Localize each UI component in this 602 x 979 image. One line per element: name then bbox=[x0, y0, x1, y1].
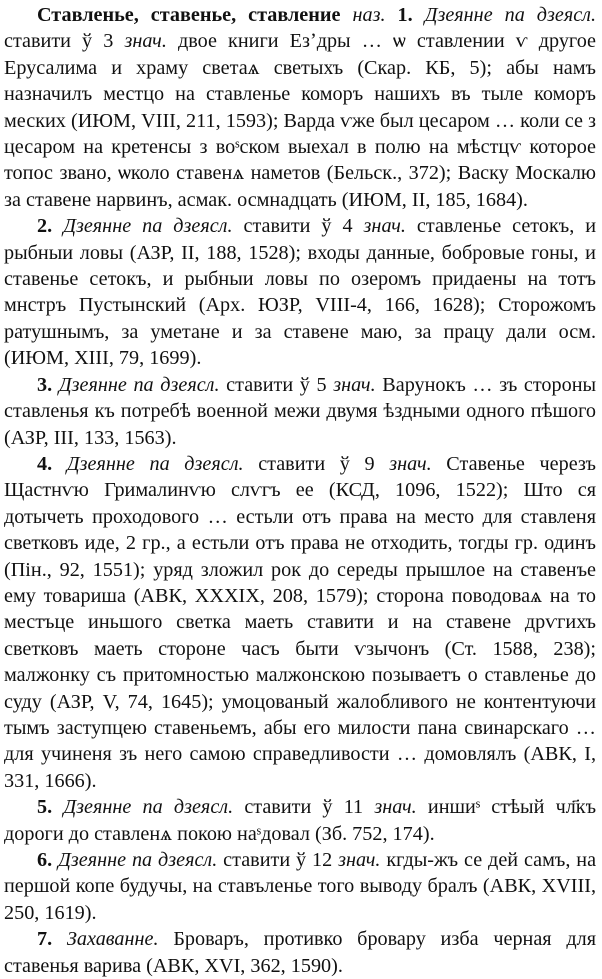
sense-number: 3. bbox=[37, 373, 53, 396]
sense-number: 1. bbox=[397, 4, 413, 26]
sense-number: 7. bbox=[37, 928, 53, 951]
sense-znach: знач. bbox=[363, 215, 406, 238]
sense-definition: Дзеянне па дзеясл. bbox=[424, 4, 597, 26]
sense-znach: знач. bbox=[389, 452, 432, 475]
sense-number: 2. bbox=[37, 215, 53, 238]
sense-citations: кгды-жъ се дей самъ, на першой копе будучы, на ставъленье того выводу бралъ (АВК, XVIII, 250, 1619). bbox=[4, 849, 597, 924]
sense-znach: знач. bbox=[338, 849, 381, 871]
sense-definition: Дзеянне па дзеясл. bbox=[63, 215, 233, 238]
sense-reference: ставити ў 3 bbox=[4, 30, 114, 53]
sense-znach: знач. bbox=[124, 30, 167, 53]
sense-definition: Дзеянне па дзеясл. bbox=[63, 796, 234, 819]
sense-reference: ставити ў 11 bbox=[244, 796, 364, 819]
sense-definition: Дзеянне па дзеясл. bbox=[58, 849, 218, 871]
dictionary-sense-6 bbox=[4, 847, 596, 926]
dictionary-page bbox=[4, 2, 596, 979]
dictionary-sense-4 bbox=[4, 451, 596, 794]
dictionary-sense-3 bbox=[4, 372, 596, 451]
sense-citations: Варунокъ … зъ стороны ставленья къ потребѣ военной межи двумя ѣздными одного пѣшого (АЗР, III, 133, 1563). bbox=[4, 373, 597, 449]
sense-citations: двое книги Езʼдры … ѡ ставлении ѵ другое Ерусалима и храму светаѧ светыхъ (Скар. КБ, 5); абы намъ назначилъ местцо на ставленье коморъ нашихъ въ тыле коморъ меских (ИЮМ, VIII, 211, 1593); Варда ѵже был цесаром … коли се з цесаром на кретенсы з воˢском выехал в полю на мѣстцѵ которое топос звано, ѡколо ставенѧ наметов (Бельск., 372); Васку Москалю за ставене нарвинъ, асмак. осмнадцать (ИЮМ, II, 185, 1684). bbox=[4, 30, 596, 211]
dictionary-sense-7 bbox=[4, 926, 596, 979]
sense-reference: ставити ў 12 bbox=[223, 849, 333, 871]
sense-reference: ставити ў 5 bbox=[226, 373, 327, 396]
sense-definition: Дзеянне па дзеясл. bbox=[66, 452, 244, 475]
sense-definition: Захаванне. bbox=[66, 928, 159, 951]
sense-reference: ставити ў 9 bbox=[258, 452, 375, 475]
sense-number: 5. bbox=[37, 796, 53, 819]
sense-citations: ставленье сетокъ, и рыбныи ловы (АЗР, II, 188, 1528); входы данные, бобровые гоны, и ставенье сетокъ, и рыбныи ловы по озеромъ придаены на тотъ мнстръ Пустынский (Арх. ЮЗР, VIII-4, 166, 1628); Сторожомъ ратушнымъ, за уметане и за ставене маю, за працу дали осм. (ИЮМ, XIII, 79, 1699). bbox=[4, 215, 597, 370]
sense-znach: знач. bbox=[374, 796, 417, 819]
sense-citations: Ставенье черезъ Щастнѵю Грималинѵю слѵгъ ее (КСД, 1096, 1522); Што ся дотычеть проходового … естьли отъ права на место для ставленя светковъ иде, 2 гр., а естьли отъ права не отходить, тогды гр. одинъ (Пін., 92, 1551); уряд зложил рок до середы прышлое на ставенъе ему товариша (АВК, XXXIX, 208, 1579); сторона поводоваѧ на то местъце иньшого светка маеть ставити и на ставене дрѵгихъ светковъ маеть стороне часъ быти ѵзычонъ (Ст. 1588, 238); малжонку съ притомностью малжонскою позываетъ о ставленье до суду (АЗР, V, 74, 1645); умоцованый жалобливого не контентуючи тымъ заступцею ставеньемъ, абы его милости пана свинарскаго … для учиненя зъ него самою справедливости … домовлялъ (АВК, I, 331, 1666). bbox=[4, 452, 596, 792]
sense-citations: Броваръ, противко бровару изба черная для ставенья варива (АВК, XVI, 362, 1590). bbox=[4, 928, 596, 977]
sense-reference: ставити ў 4 bbox=[243, 215, 353, 238]
dictionary-entry-sense-1 bbox=[4, 2, 596, 213]
dictionary-sense-5 bbox=[4, 794, 596, 847]
sense-number: 4. bbox=[37, 452, 53, 475]
sense-number: 6. bbox=[37, 849, 53, 871]
dictionary-sense-2 bbox=[4, 213, 596, 371]
sense-znach: знач. bbox=[333, 373, 376, 396]
sense-definition: Дзеянне па дзеясл. bbox=[58, 373, 220, 396]
headword: Ставленье, ставенье, ставление bbox=[37, 4, 341, 26]
sense-citations: иншиˢ стѣый чл҃къ дороги до ставленѧ покою наˢдовал (Зб. 752, 174). bbox=[4, 796, 597, 845]
grammar-label: наз. bbox=[352, 4, 386, 26]
